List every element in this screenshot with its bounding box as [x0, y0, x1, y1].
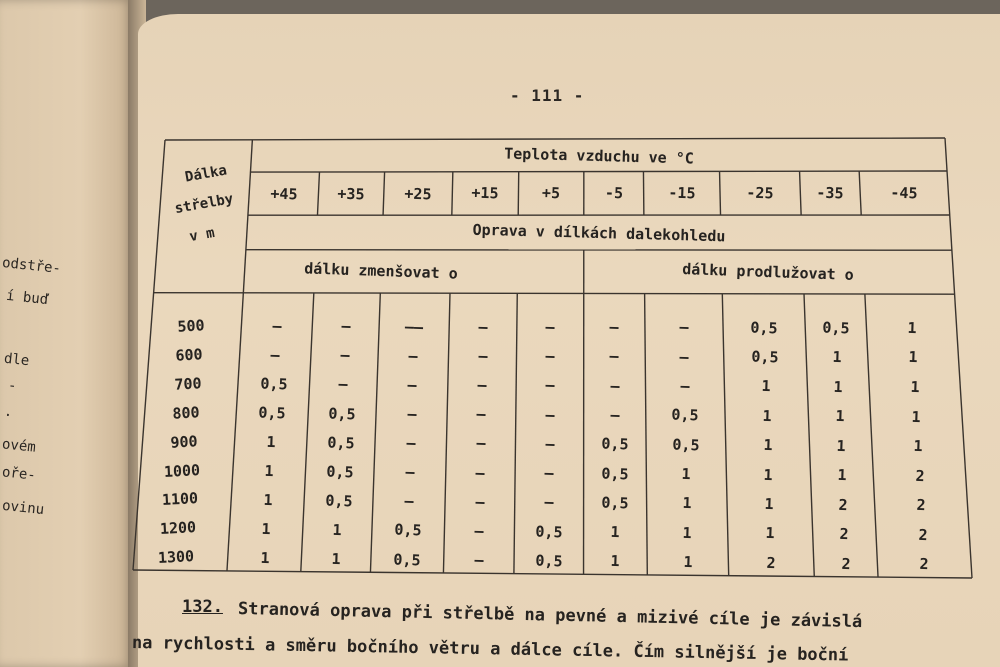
- table-cell: 1: [832, 348, 842, 367]
- table-cell: –: [474, 551, 484, 570]
- table-cell: 0,5: [328, 404, 356, 423]
- column-rule: [720, 171, 721, 215]
- column-rule: [518, 172, 519, 215]
- table-cell: –: [609, 347, 620, 366]
- column-rule: [443, 293, 450, 573]
- table-cell: 1: [682, 552, 693, 572]
- table-cell: –: [474, 521, 485, 541]
- table-border: [133, 140, 165, 570]
- table-cell: –: [475, 463, 486, 482]
- temperature-label: -15: [667, 183, 696, 203]
- table-cell: 1: [331, 549, 341, 568]
- section-number: 132.: [182, 597, 223, 617]
- extend-header: dálku prodlužovat o: [682, 259, 855, 284]
- table-cell: 0,5: [534, 551, 563, 571]
- temperature-label: +25: [404, 184, 432, 203]
- table-cell: –: [477, 346, 488, 366]
- left-page-text: odstře-: [1, 254, 62, 278]
- page-number: - 111 -: [510, 86, 585, 105]
- correction-header: Oprava v dílkách dalekohledu: [472, 220, 726, 245]
- table-cell: –: [544, 434, 555, 453]
- table-cell: –: [476, 405, 487, 424]
- corner-header-line: střelby: [173, 191, 235, 218]
- table-cell: 1: [833, 377, 844, 396]
- table-cell: 0,5: [394, 520, 423, 540]
- left-page-text: í buď: [5, 287, 49, 309]
- table-cell: 0,5: [750, 318, 778, 337]
- distance-label: 900: [169, 431, 198, 452]
- column-rule: [865, 294, 878, 577]
- table-cell: 1: [265, 432, 276, 452]
- table-cell: 1: [909, 377, 920, 397]
- table-cell: –: [272, 316, 282, 336]
- table-cell: –: [340, 317, 351, 336]
- table-cell: 1: [834, 406, 845, 426]
- table-cell: –: [338, 375, 349, 394]
- temperature-label: +35: [337, 184, 365, 204]
- column-rule: [722, 294, 728, 576]
- header-rule: [250, 171, 947, 172]
- table-cell: –: [609, 376, 620, 395]
- table-cell: 0,5: [671, 405, 700, 425]
- column-rule: [301, 293, 314, 572]
- table-cell: –: [545, 376, 555, 395]
- table-cell: 0,5: [601, 493, 629, 513]
- table-cell: ––: [404, 317, 424, 336]
- column-rule: [800, 171, 802, 215]
- table-cell: –: [545, 317, 556, 337]
- column-rule: [383, 172, 385, 215]
- table-border: [165, 138, 945, 140]
- distance-label: 1200: [159, 518, 197, 539]
- footer-line-1: Stranová oprava při střelbě na pevné a mizivé cíle je závislá: [237, 599, 863, 633]
- table-cell: 1: [765, 524, 776, 543]
- distance-label: 700: [173, 374, 202, 394]
- table-cell: 1: [837, 465, 847, 485]
- table-cell: –: [408, 346, 419, 365]
- table-cell: 1: [332, 520, 343, 539]
- table-cell: 2: [916, 496, 926, 515]
- left-page-text: ovém: [1, 436, 37, 456]
- temperature-label: +45: [269, 184, 298, 204]
- table-cell: –: [475, 492, 485, 511]
- temperature-label: -25: [746, 183, 775, 203]
- column-rule: [370, 293, 380, 572]
- table-cell: 0,5: [324, 491, 353, 511]
- table-cell: 1: [906, 318, 917, 338]
- temperature-label: +15: [471, 183, 500, 203]
- left-page-text: -: [7, 377, 18, 395]
- table-cell: 2: [919, 555, 930, 574]
- table-cell: 1: [682, 523, 693, 542]
- table-cell: –: [680, 376, 690, 396]
- table-cell: –: [476, 434, 486, 453]
- table-cell: 0,5: [751, 347, 779, 367]
- left-page-text: ovinu: [1, 497, 45, 519]
- footer-line-2: na rychlosti a směru bočního větru a dálce cíle. Čím silnější je boční: [131, 633, 849, 666]
- table-cell: –: [405, 433, 416, 453]
- table-cell: 0,5: [821, 318, 850, 338]
- table-cell: 1: [908, 348, 918, 367]
- table-cell: –: [405, 462, 415, 482]
- temperature-header: Teplota vzduchu ve °C: [503, 144, 694, 168]
- temperature-label: -5: [604, 184, 624, 203]
- distance-label: 600: [175, 345, 204, 365]
- table-cell: –: [407, 375, 418, 394]
- table-cell: 2: [766, 553, 776, 572]
- table-border: [945, 138, 972, 578]
- table-cell: –: [477, 375, 487, 395]
- table-cell: –: [679, 347, 690, 366]
- table-cell: –: [545, 346, 555, 366]
- temperature-label: -45: [890, 183, 919, 203]
- table-cell: 0,5: [327, 433, 355, 453]
- table-cell: –: [544, 405, 555, 424]
- table-cell: 1: [761, 406, 772, 425]
- table-cell: –: [404, 492, 414, 511]
- table-cell: 0,5: [325, 462, 354, 482]
- corner-header-line: Dálka: [184, 162, 229, 186]
- distance-label: 800: [171, 402, 200, 423]
- distance-label: 1300: [157, 547, 195, 568]
- table-cell: 1: [911, 407, 922, 426]
- table-cell: 2: [838, 495, 848, 514]
- left-page-text: ořе-: [1, 464, 37, 484]
- distance-label: 500: [177, 316, 206, 336]
- table-cell: 2: [917, 525, 928, 544]
- table-cell: –: [339, 346, 350, 365]
- table-cell: 1: [610, 522, 621, 542]
- corner-header-line: v m: [188, 224, 217, 245]
- table-cell: 1: [835, 436, 846, 455]
- reduce-header: dálku zmenšovat o: [304, 259, 459, 284]
- table-cell: 1: [682, 494, 692, 513]
- table-cell: –: [609, 317, 620, 337]
- table-cell: 2: [914, 466, 925, 485]
- temperature-label: +5: [541, 184, 561, 203]
- table-cell: 0,5: [259, 374, 288, 394]
- distance-label: 1000: [163, 460, 201, 481]
- table-cell: 1: [261, 520, 271, 539]
- table-cell: –: [544, 493, 554, 512]
- table-cell: –: [270, 345, 281, 365]
- table-cell: 1: [264, 462, 274, 481]
- table-cell: 0,5: [600, 434, 629, 454]
- column-rule: [859, 171, 861, 215]
- column-rule: [804, 294, 814, 577]
- table-cell: –: [679, 318, 689, 337]
- table-cell: 1: [761, 377, 771, 396]
- table-cell: –: [478, 317, 488, 336]
- table-cell: 1: [762, 436, 773, 455]
- table-cell: 0,5: [672, 435, 700, 455]
- table-cell: –: [406, 404, 417, 424]
- column-rule: [514, 293, 517, 573]
- temperature-label: -35: [816, 183, 845, 203]
- table-cell: 0,5: [535, 522, 563, 542]
- table-cell: 1: [610, 552, 621, 571]
- table-cell: 1: [681, 464, 692, 484]
- table-cell: 1: [262, 491, 273, 510]
- table-cell: 2: [839, 524, 850, 544]
- table-cell: 0,5: [601, 464, 629, 483]
- table-cell: 2: [840, 554, 851, 573]
- table-cell: –: [544, 463, 555, 483]
- table-cell: –: [609, 405, 620, 425]
- table-cell: 1: [259, 549, 270, 568]
- table-cell: 0,5: [258, 403, 287, 423]
- header-rule: [243, 293, 954, 294]
- column-rule: [452, 172, 453, 215]
- column-rule: [317, 172, 319, 215]
- left-page-text: dle: [3, 350, 31, 370]
- distance-label: 1100: [161, 489, 199, 510]
- table-cell: 1: [913, 436, 923, 456]
- table-cell: 1: [764, 494, 775, 514]
- table-cell: 0,5: [393, 550, 422, 569]
- table-cell: 1: [763, 465, 774, 484]
- column-rule: [645, 294, 648, 575]
- left-page-text: .: [3, 403, 14, 421]
